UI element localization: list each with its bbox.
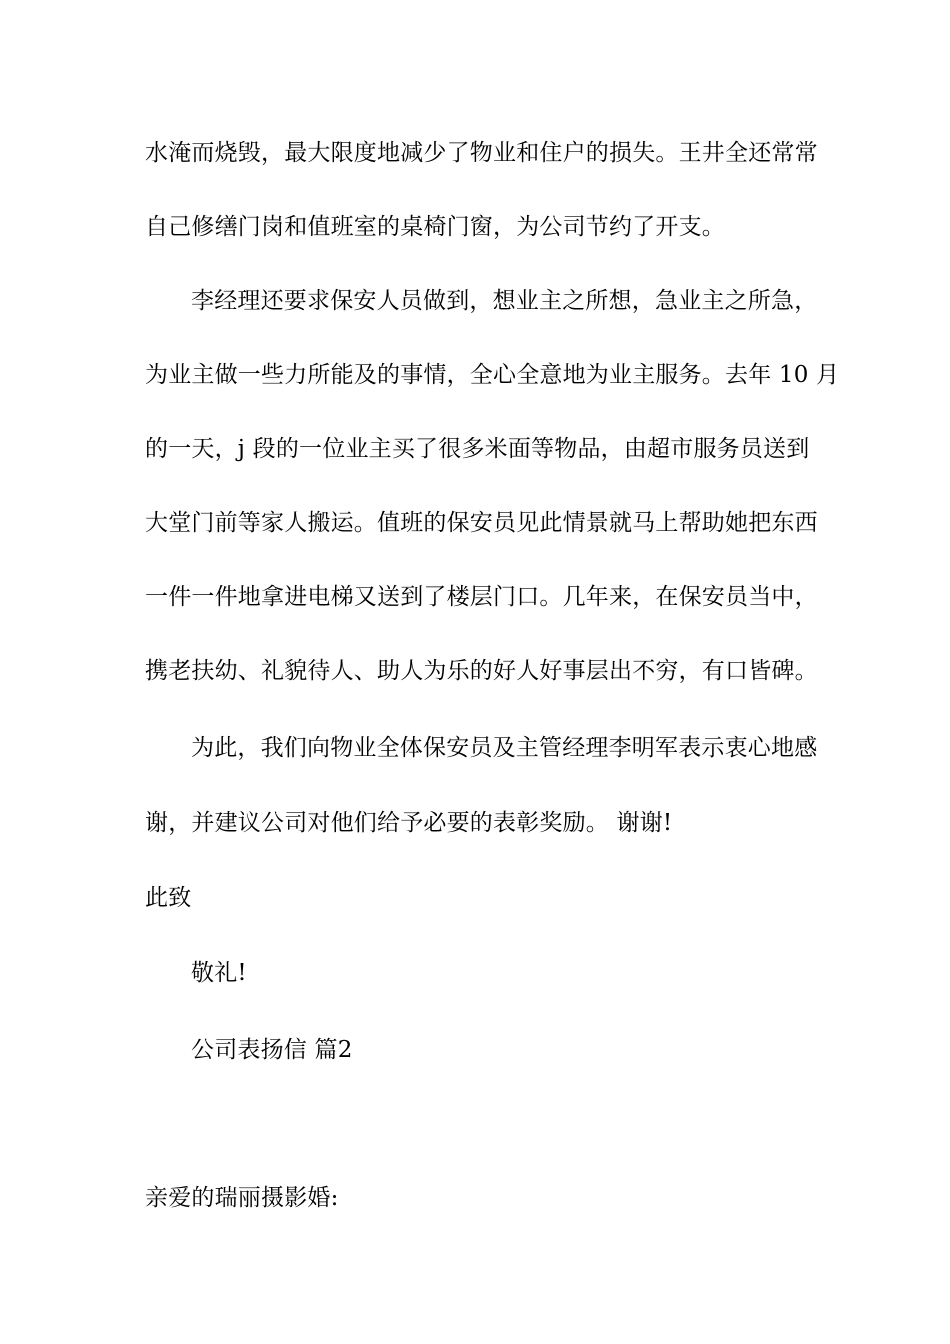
paragraph-line-1: 水淹而烧毁，最大限度地减少了物业和住户的损失。王井全还常常 [145, 140, 818, 166]
closing-salutation: 此致 [145, 885, 192, 911]
paragraph-line-2: 自己修缮门岗和值班室的桌椅门窗，为公司节约了开支。 [145, 214, 725, 240]
section-heading: 公司表扬信 篇2 [191, 1037, 353, 1063]
paragraph-line-4: 为业主做一些力所能及的事情，全心全意地为业主服务。去年 10 月 [145, 362, 840, 388]
paragraph-line-9: 为此，我们向物业全体保安员及主管经理李明军表示衷心地感 [191, 735, 818, 761]
paragraph-line-3: 李经理还要求保安人员做到，想业主之所想，急业主之所急， [191, 288, 818, 314]
paragraph-line-6: 大堂门前等家人搬运。值班的保安员见此情景就马上帮助她把东西 [145, 510, 818, 536]
paragraph-line-10: 谢，并建议公司对他们给予必要的表彰奖励。 谢谢! [145, 810, 673, 836]
letter-greeting: 亲爱的瑞丽摄影婚: [145, 1185, 339, 1211]
paragraph-line-8: 携老扶幼、礼貌待人、助人为乐的好人好事层出不穷，有口皆碑。 [145, 658, 818, 684]
paragraph-line-5: 的一天，j 段的一位业主买了很多米面等物品，由超市服务员送到 [145, 436, 810, 462]
paragraph-line-7: 一件一件地拿进电梯又送到了楼层门口。几年来，在保安员当中， [145, 584, 818, 610]
closing-regards: 敬礼! [191, 960, 247, 986]
